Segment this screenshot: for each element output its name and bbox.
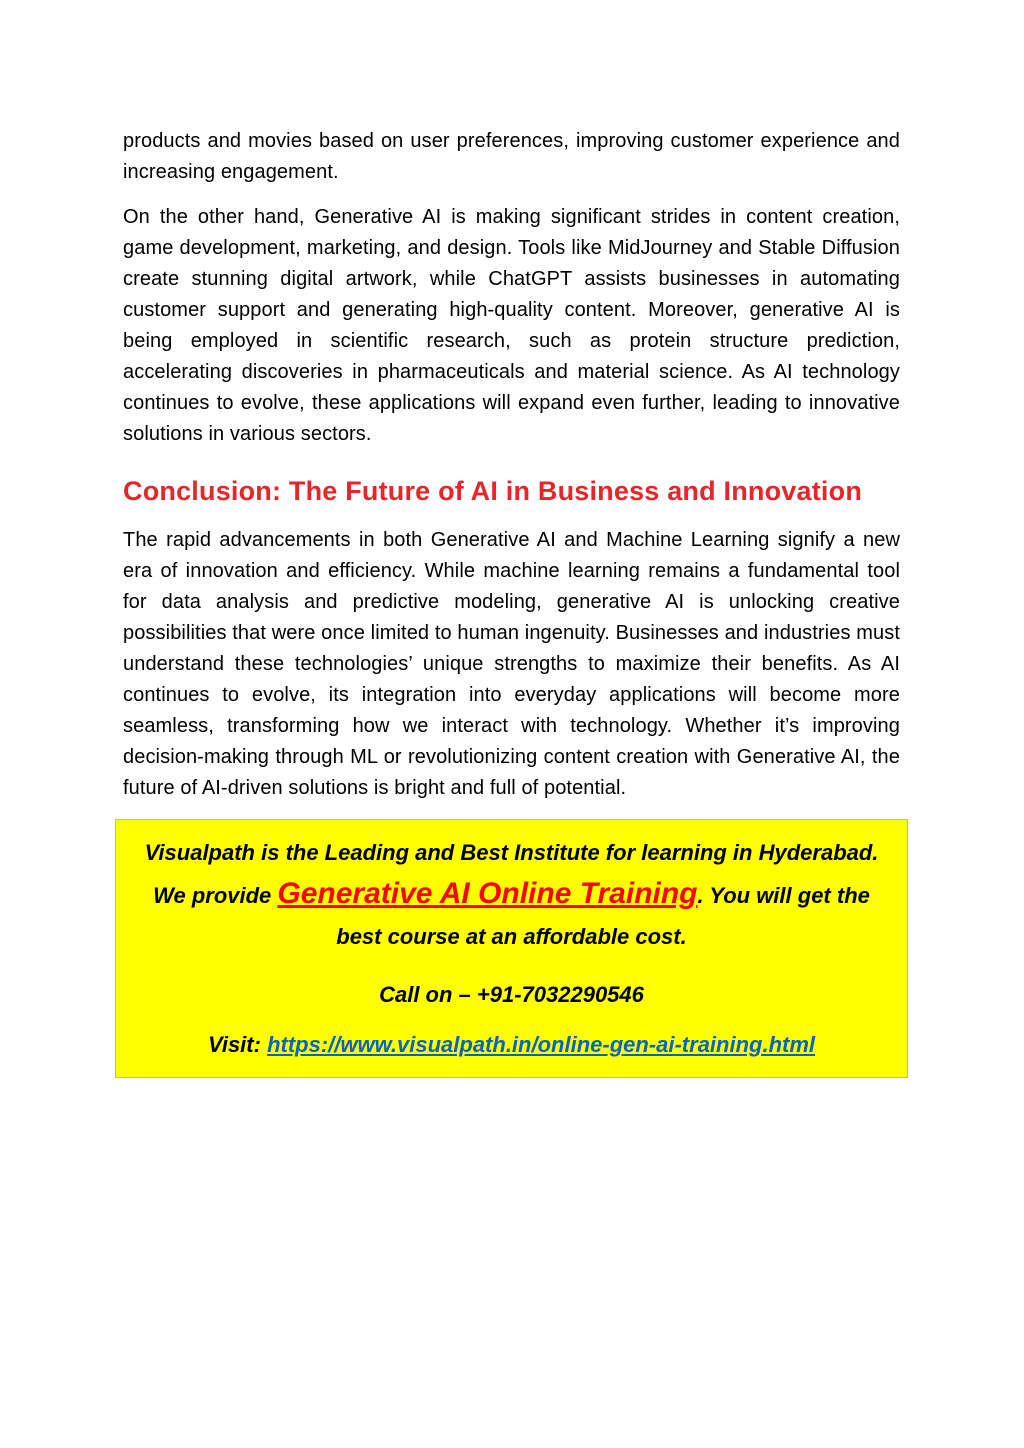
conclusion-heading: Conclusion: The Future of AI in Business and Innovation	[123, 476, 863, 506]
phone-number-line: Call on – +91-7032290546	[379, 982, 644, 1007]
promo-intro-line	[142, 832, 881, 957]
promo-highlight-box	[115, 819, 908, 1078]
generative-ai-training-link[interactable]: Generative AI Online Training	[277, 877, 698, 910]
visit-line	[142, 1031, 881, 1059]
promo-intro-text: Visualpath is the Leading and Best Institute for learning in Hyderabad. We provide	[144, 840, 879, 908]
paragraph-generative-ai-strides: On the other hand, Generative AI is making significant strides in content creation, game development, marketing, and design. Tools like MidJourney and Stable Diffusion create stunning digital artwork, while ChatGPT assists businesses in automating customer support and generating high-quality content. Moreover, generative AI is being employed in scientific research, such as protein structure prediction, accelerating discoveries in pharmaceuticals and material science. As AI technology continues to evolve, these applications will expand even further, leading to innovative solutions in various sectors.	[123, 206, 900, 445]
paragraph-products-movies: products and movies based on user preferences, improving customer experience and increasing engagement.	[123, 130, 900, 183]
visit-label: Visit:	[207, 1032, 268, 1057]
paragraph-conclusion-body: The rapid advancements in both Generative AI and Machine Learning signify a new era of innovation and efficiency. While machine learning remains a fundamental tool for data analysis and predictive modeling, generative AI is unlocking creative possibilities that were once limited to human ingenuity. Businesses and industries must understand these technologies’ unique strengths to maximize their benefits. As AI continues to evolve, its integration into everyday applications will become more seamless, transforming how we interact with technology. Whether it’s improving decision-making through ML or revolutionizing content creation with Generative AI, the future of AI-driven solutions is bright and full of potential.	[123, 529, 900, 799]
promo-after-link-text: . You will get the best course at an affordable cost.	[336, 883, 870, 949]
visualpath-url-link[interactable]: https://www.visualpath.in/online-gen-ai-training.html	[267, 1032, 816, 1057]
